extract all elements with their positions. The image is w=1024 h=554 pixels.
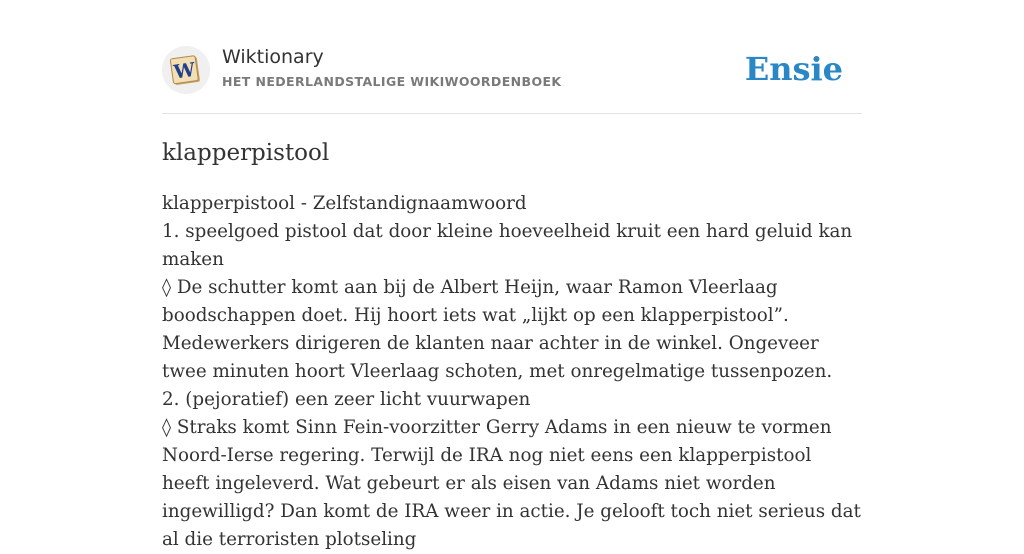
wiktionary-logo-icon[interactable] (162, 46, 210, 94)
entry-heading: klapperpistool - Zelfstandignaamwoord (162, 193, 527, 214)
site-name[interactable]: Wiktionary (222, 46, 324, 68)
ensie-brand-logo[interactable]: Ensie (744, 50, 843, 88)
definition-2: 2. (pejoratief) een zeer licht vuurwapen (162, 389, 531, 410)
page-title: klapperpistool (162, 140, 330, 166)
example-1: ◊ De schutter komt aan bij de Albert Heijn, waar Ramon Vleerlaag boodschappen doet. Hij hoort iets wat „lijkt op een klapperpistool”. Medewerkers dirigeren de klanten naar achter in de winkel. Ongeveer twee minuten hoort Vleerlaag schoten, met onregelmatige tussenpozen. (162, 277, 833, 382)
entry-body (162, 190, 864, 554)
example-2: ◊ Straks komt Sinn Fein-voorzitter Gerry Adams in een nieuw te vormen Noord-Ierse regering. Terwijl de IRA nog niet eens een klapperpistool heeft ingeleverd. Wat gebeurt er als eisen van Adams niet worden ingewilligd? Dan komt de IRA weer in actie. Je gelooft toch niet serieus dat al die terroristen plotseling (162, 417, 861, 550)
header (162, 0, 862, 114)
entry-card (162, 0, 862, 550)
definition-1: 1. speelgoed pistool dat door kleine hoeveelheid kruit een hard geluid kan maken (162, 221, 853, 270)
site-tagline: HET NEDERLANDSTALIGE WIKIWOORDENBOEK (222, 74, 562, 89)
logo-letter: W (172, 58, 197, 84)
